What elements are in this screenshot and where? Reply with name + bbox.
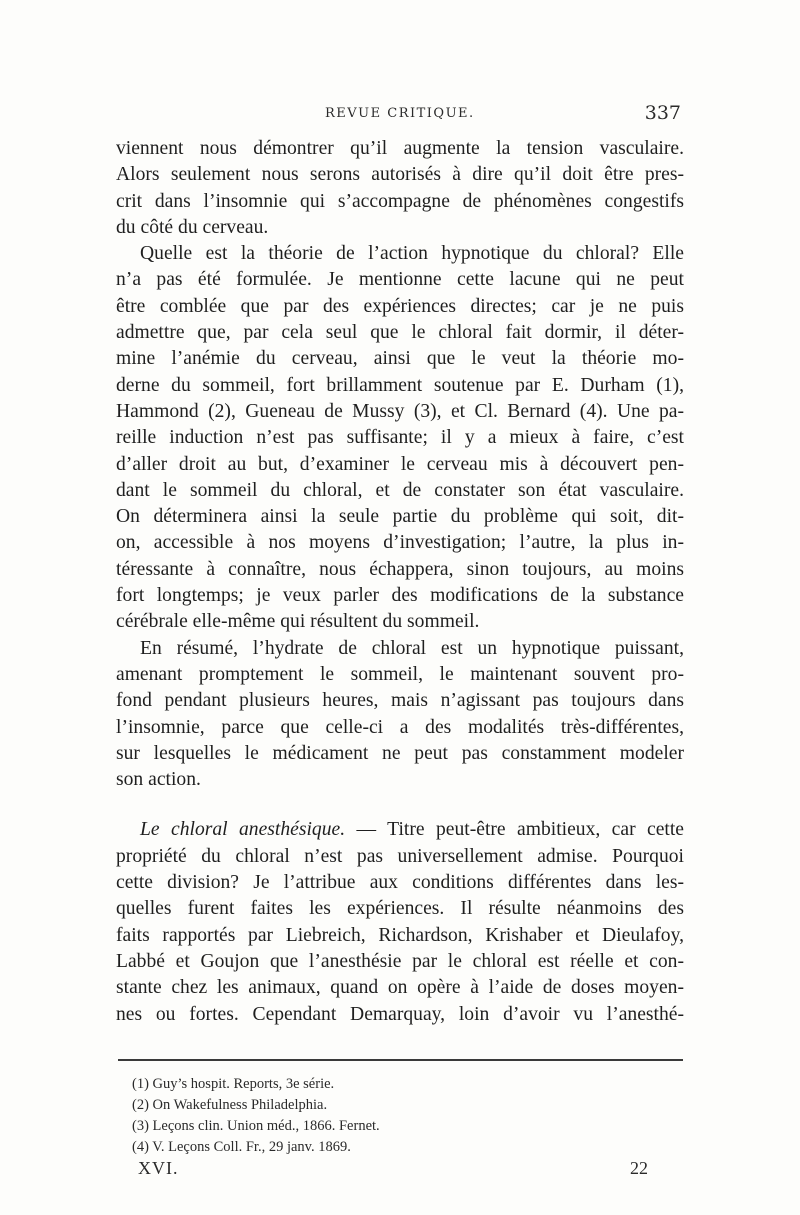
text-line: dant le sommeil du chloral, et de constater son état vasculaire. (116, 479, 684, 501)
section-heading: Le chloral anesthésique. (140, 819, 346, 841)
footnote: (1) Guy’s hospit. Reports, 3e série. (132, 1076, 335, 1092)
running-head (115, 104, 685, 132)
page-number: 337 (644, 102, 681, 124)
footnote: (3) Leçons clin. Union méd., 1866. Fernet. (132, 1118, 380, 1134)
text-line: crit dans l’insomnie qui s’accompagne de phénomènes congestifs (116, 190, 684, 212)
text-line: derne du sommeil, fort brillamment soutenue par E. Durham (1), (116, 374, 684, 396)
text-line: viennent nous démontrer qu’il augmente la tension vasculaire. (116, 138, 684, 159)
text-line (116, 817, 684, 843)
running-head-title: REVUE CRITIQUE. (325, 106, 475, 121)
signature-volume: XVI. (138, 1158, 179, 1178)
text-line: quelles furent faites les expériences. Il résulte néanmoins des (116, 898, 684, 920)
text-line: cette division? Je l’attribue aux conditions différentes dans les- (116, 872, 684, 894)
text-line: n’a pas été formulée. Je mentionne cette lacune qui ne peut (116, 269, 684, 291)
text-line: d’aller droit au but, d’examiner le cerveau mis à découvert pen- (116, 453, 684, 475)
text-line: cérébrale elle-même qui résultent du sommeil. (116, 611, 480, 633)
paragraph-gap (116, 793, 684, 817)
text-line: mine l’anémie du cerveau, ainsi que le veut la théorie mo- (116, 348, 684, 370)
text-line: on, accessible à nos moyens d’investigation; l’autre, la plus in- (116, 532, 684, 554)
footnote: (2) On Wakefulness Philadelphia. (132, 1097, 328, 1113)
text-line: du côté du cerveau. (116, 216, 269, 238)
text-line: Labbé et Goujon que l’anesthésie par le chloral est réelle et con- (116, 950, 684, 972)
text-line: Hammond (2), Gueneau de Mussy (3), et Cl. Bernard (4). Une pa- (116, 400, 684, 422)
text-line: admettre que, par cela seul que le chloral fait dormir, il déter- (116, 322, 684, 344)
text-line: Alors seulement nous serons autorisés à dire qu’il doit être pres- (116, 164, 684, 186)
text-line: reille induction n’est pas suffisante; il y a mieux à faire, c’est (116, 427, 684, 449)
footnotes (132, 1074, 672, 1158)
text-line: fond pendant plusieurs heures, mais n’agissant pas toujours dans (116, 690, 684, 712)
text-line: propriété du chloral n’est pas universellement admise. Pourquoi (116, 845, 684, 867)
footnote-rule (118, 1059, 683, 1061)
text-line: Quelle est la théorie de l’action hypnotique du chloral? Elle (140, 243, 684, 265)
text-line: nes ou fortes. Cependant Demarquay, loin d’avoir vu l’anesthé- (116, 1003, 684, 1025)
text-line: téressante à connaître, nous échappera, sinon toujours, au moins (116, 558, 684, 580)
signature-line (138, 1158, 648, 1184)
text-line: faits rapportés par Liebreich, Richardson, Krishaber et Dieulafoy, (116, 924, 684, 946)
text-line: l’insomnie, parce que celle-ci a des modalités très-différentes, (116, 716, 684, 738)
footnote: (4) V. Leçons Coll. Fr., 29 janv. 1869. (132, 1139, 351, 1155)
text-run: — Titre peut-être ambitieux, car cette (345, 819, 684, 841)
body-text (116, 136, 684, 1028)
text-line: son action. (116, 769, 201, 791)
text-line: On déterminera ainsi la seule partie du problème qui soit, dit- (116, 506, 684, 528)
text-line: être comblée que par des expériences directes; car je ne puis (116, 295, 684, 317)
text-line: fort longtemps; je veux parler des modifications de la substance (116, 585, 684, 607)
text-line: En résumé, l’hydrate de chloral est un hypnotique puissant, (140, 637, 684, 659)
text-line: stante chez les animaux, quand on opère à l’aide de doses moyen- (116, 977, 684, 999)
text-line: amenant promptement le sommeil, le maintenant souvent pro- (116, 663, 684, 685)
signature-mark: 22 (630, 1158, 648, 1178)
text-line: sur lesquelles le médicament ne peut pas constamment modeler (116, 742, 684, 764)
